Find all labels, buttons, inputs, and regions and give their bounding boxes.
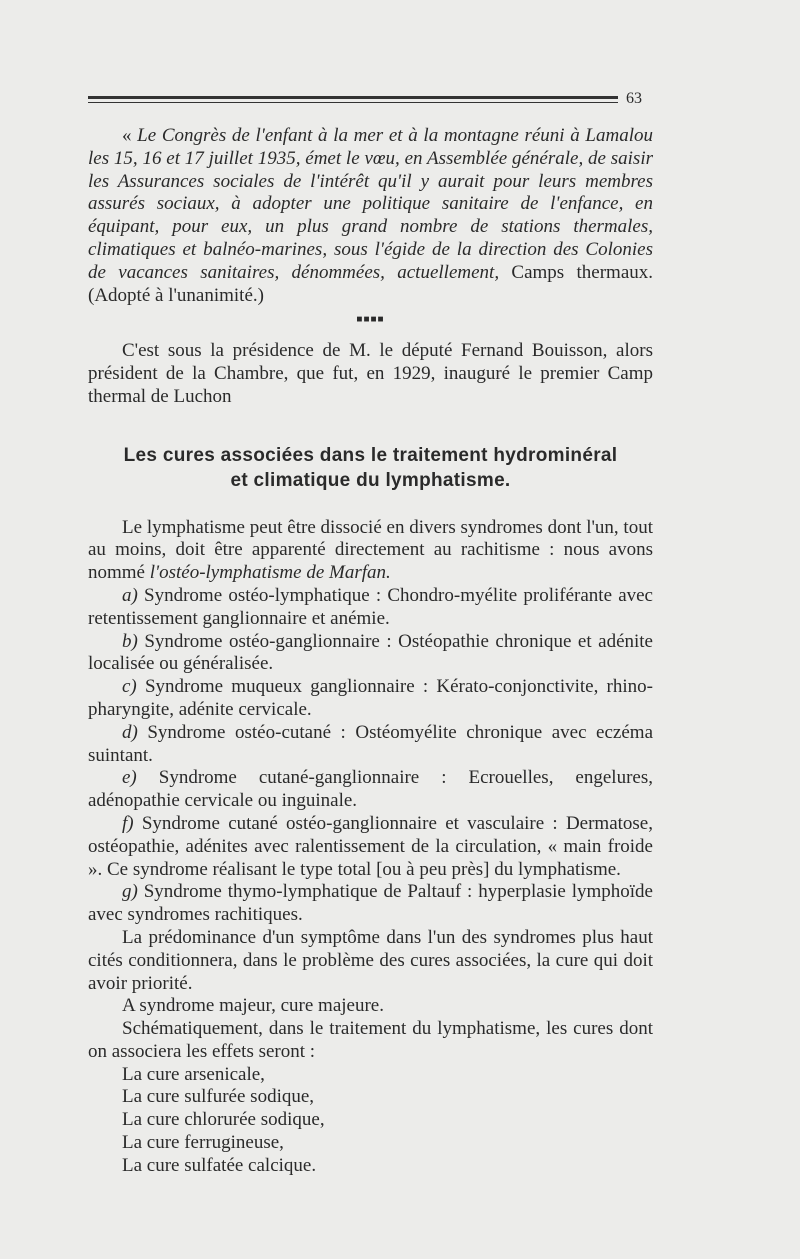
syndrome-text: Syndrome cutané ostéo-ganglionnaire et vasculaire : Dermatose, ostéopathie, adénites avec ralentissement de la circulation, « main froide ». Ce syndrome réalisant le type total [ou à peu près] du lymphatisme. (88, 812, 653, 880)
cure-item: La cure sulfurée sodique, (122, 1086, 315, 1108)
section-title (88, 443, 653, 493)
syndrome-text: Syndrome ostéo-cutané : Ostéomyélite chronique avec eczéma suintant. (88, 721, 653, 766)
section-title-line-1: Les cures associées dans le traitement hydrominéral (123, 444, 618, 466)
syndrome-marker: f) (122, 812, 134, 834)
syndrome-marker: g) (122, 881, 138, 903)
congress-resolution-quote (88, 125, 653, 307)
syndrome-item (88, 767, 653, 813)
header-rule (88, 96, 618, 103)
syndrome-item (88, 676, 653, 722)
paragraph-majeur: A syndrome majeur, cure majeure. (122, 995, 384, 1017)
intro-text: Le lymphatisme peut être dissocié en divers syndromes dont l'un, tout au moins, doit être apparenté directement au rachitisme : nous avons nommé (88, 516, 653, 584)
page-body (88, 125, 653, 1178)
syndrome-marker: c) (122, 676, 137, 698)
section-title-line-2: et climatique du lymphatisme. (230, 469, 511, 491)
page-number: 63 (626, 90, 642, 107)
syndrome-text: Syndrome muqueux ganglionnaire : Kérato-conjonctivite, rhino-pharyngite, adénite cervicale. (88, 676, 653, 720)
quote-italic-text: Le Congrès de l'enfant à la mer et à la montagne réuni à Lamalou les 15, 16 et 17 juillet 1935, émet le vœu, en Assemblée générale, de saisir les Assurances sociales de l'intérêt qu'il y aurait pour leurs membres assurés sociaux, à adopter une politique sanitaire de l'enfance, en équipant, pour eux, un plus grand nombre de stations thermales, climatiques et balnéo-marines, sous l'égide de la direction des Colonies de vacances sanitaires, dénommées, actuellement, (88, 125, 653, 283)
ornament-divider: ■■■■ (356, 314, 385, 326)
syndrome-marker: d) (122, 721, 138, 743)
cures-list (88, 1064, 653, 1178)
syndrome-marker: b) (122, 630, 138, 652)
intro-italic: l'ostéo-lymphatisme de Marfan. (149, 562, 391, 584)
quote-open: « (122, 125, 138, 146)
syndrome-item (88, 585, 653, 631)
syndrome-text: Syndrome ostéo-lymphatique : Chondro-myélite proliférante avec retentissement ganglionnaire et anémie. (88, 584, 653, 629)
cure-item: La cure arsenicale, (122, 1063, 265, 1085)
paragraph-schema: Schématiquement, dans le traitement du lymphatisme, les cures dont on associera les effets seront : (88, 1018, 653, 1062)
paragraph-intro (88, 517, 653, 585)
paragraph-bouisson: C'est sous la présidence de M. le député Fernand Bouisson, alors président de la Chambre, que fut, en 1929, inauguré le premier Camp thermal de Luchon (88, 340, 653, 407)
cure-item: La cure ferrugineuse, (122, 1132, 284, 1154)
syndrome-item (88, 722, 653, 768)
syndrome-text: Syndrome thymo-lymphatique de Paltauf : hyperplasie lymphoïde avec syndromes rachitiques. (88, 881, 653, 926)
syndrome-item (88, 813, 653, 881)
cure-item: La cure sulfatée calcique. (122, 1154, 317, 1176)
syndrome-text: Syndrome cutané-ganglionnaire : Ecrouelles, engelures, adénopathie cervicale ou inguinale. (88, 767, 653, 812)
cure-item: La cure chlorurée sodique, (122, 1109, 325, 1131)
paragraph-predominance: La prédominance d'un symptôme dans l'un des syndromes plus haut cités conditionnera, dans le problème des cures associées, la cure qui doit avoir priorité. (88, 926, 653, 994)
quote-tail: Camps thermaux. (Adopté à l'unanimité.) (88, 261, 654, 306)
syndrome-item (88, 631, 653, 677)
syndrome-marker: a) (122, 584, 138, 606)
syndrome-text: Syndrome ostéo-ganglionnaire : Ostéopathie chronique et adénite localisée ou généralisée. (88, 630, 653, 675)
syndrome-item (88, 881, 653, 927)
syndrome-marker: e) (122, 767, 137, 789)
